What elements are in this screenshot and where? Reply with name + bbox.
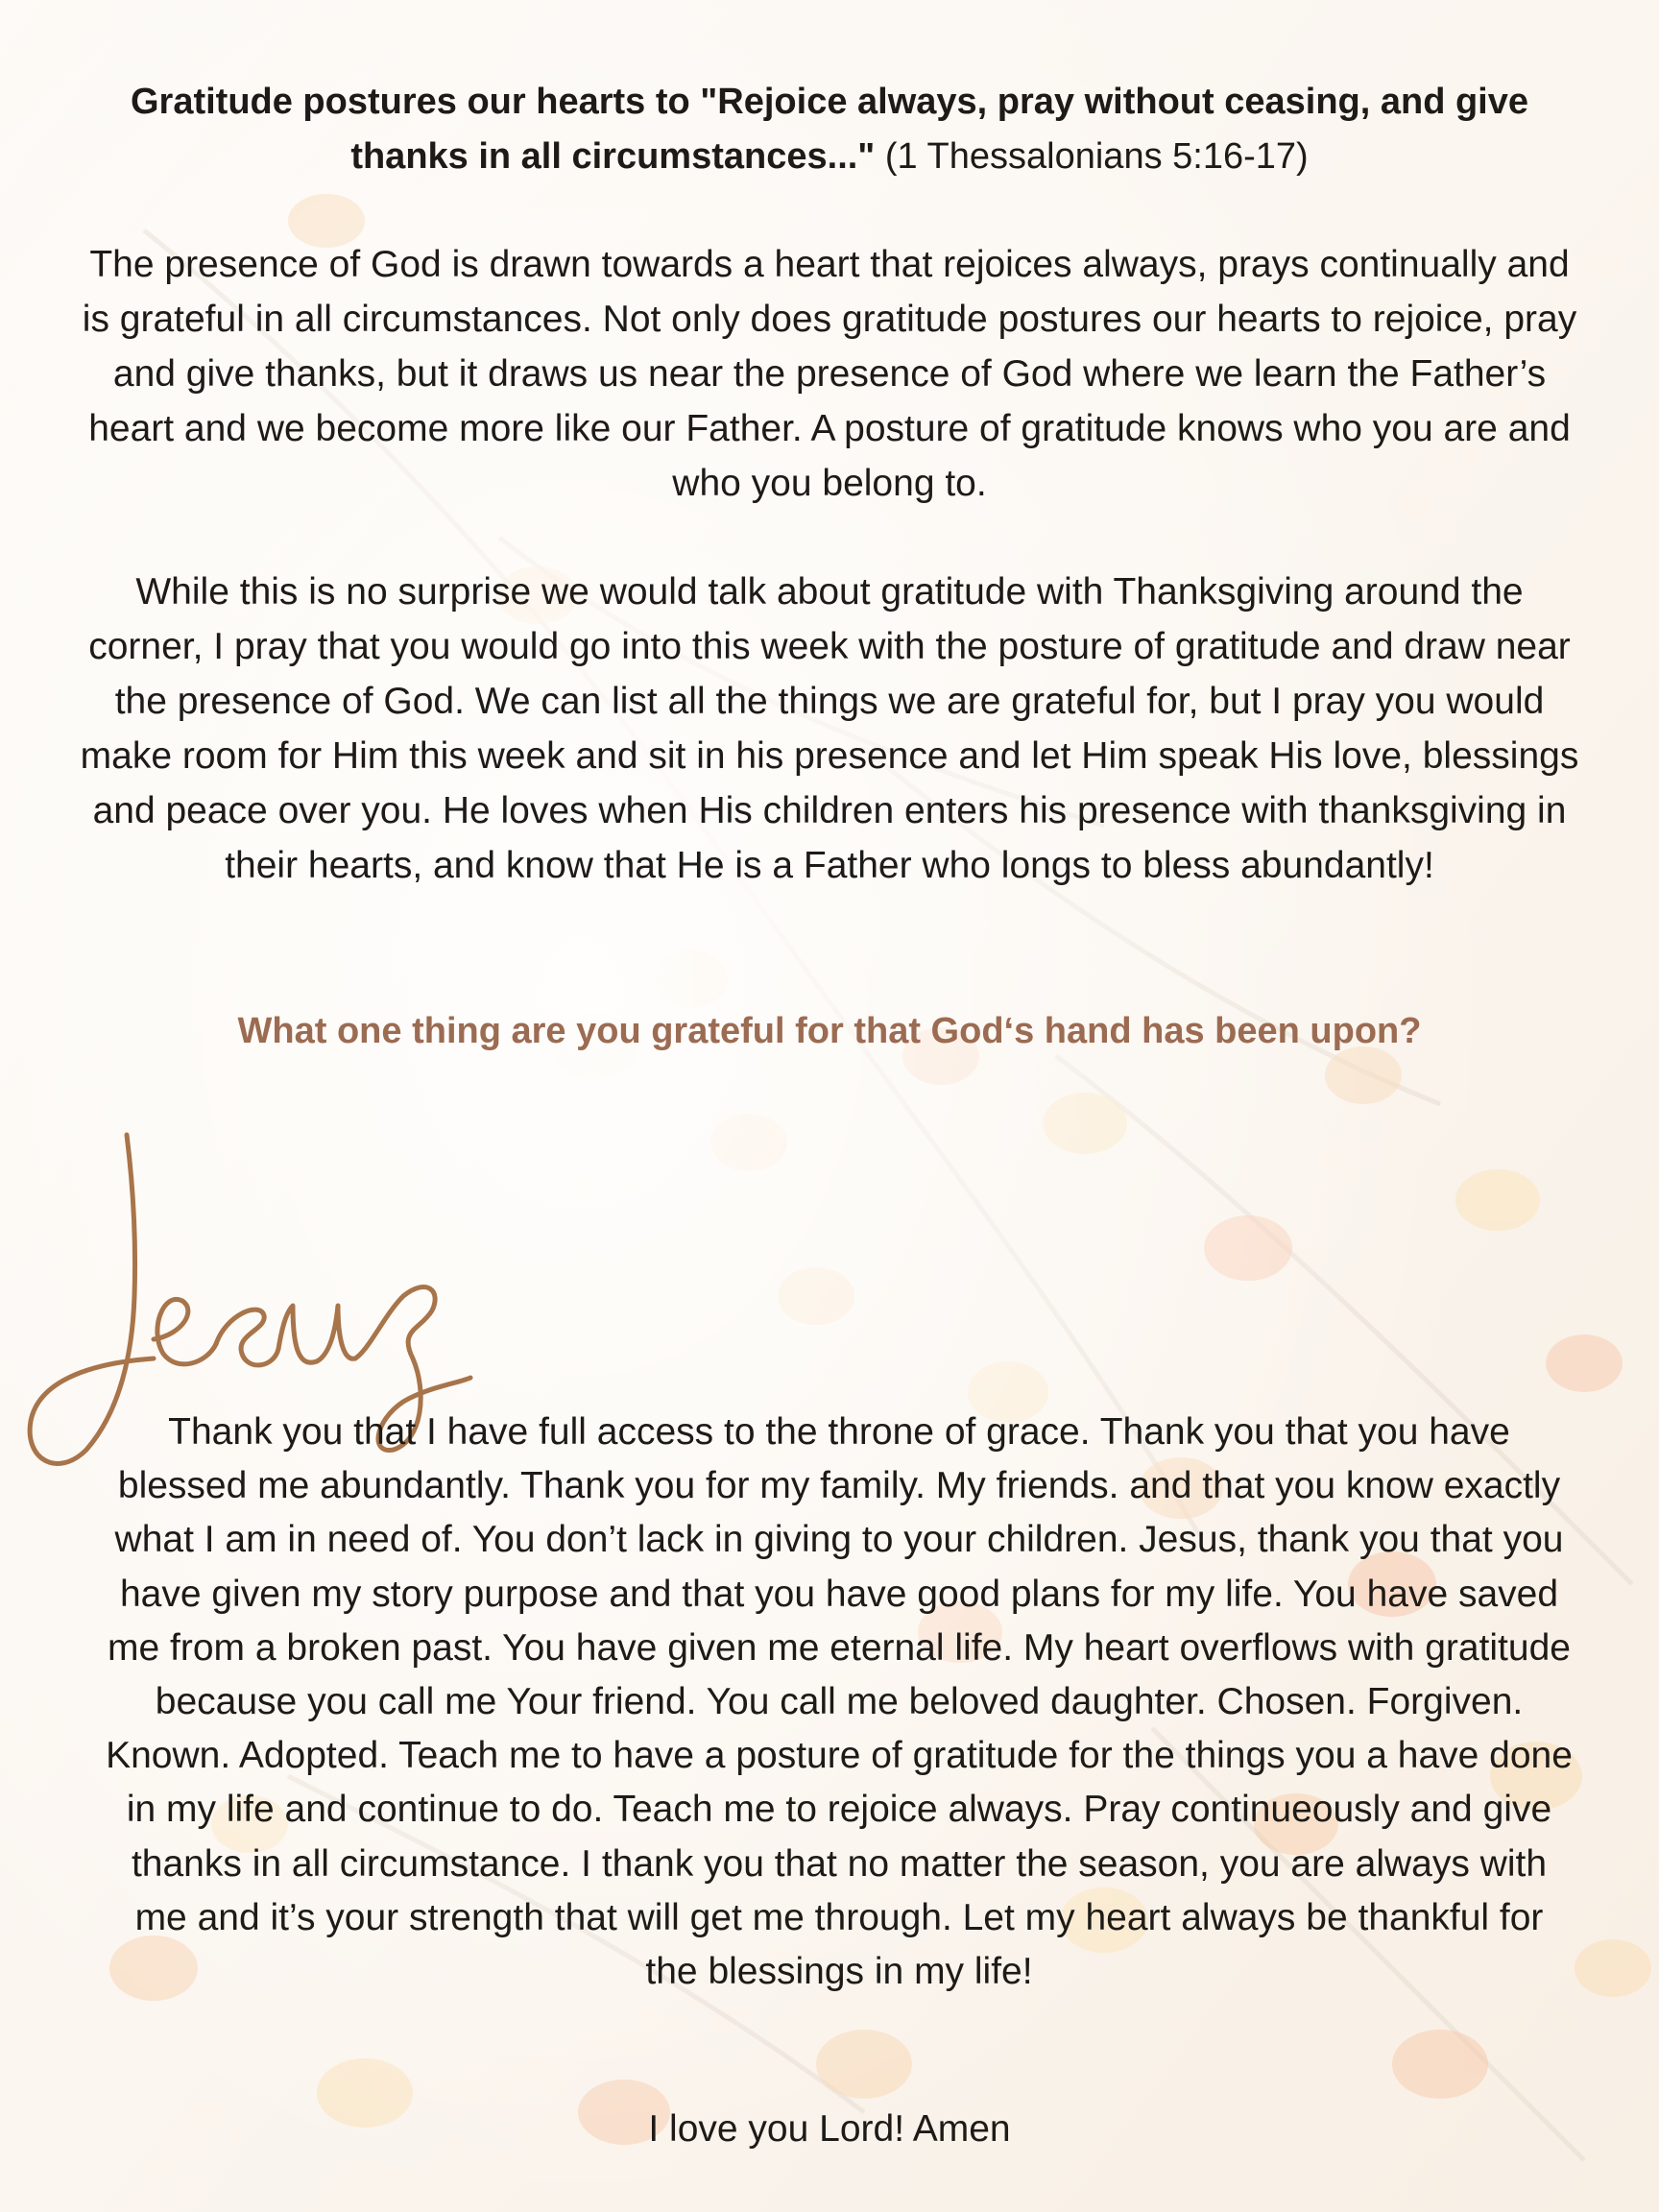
body-paragraph-1: The presence of God is drawn towards a heart that rejoices always, prays continually and is grateful in all circumstances. Not only does gratitude postures our hearts to rejoice, pray and give thanks, but it draws us near the presence of God where we learn the Father’s heart and we become more like our Father. A posture of gratitude knows who you are and who you belong to. <box>82 244 1577 504</box>
reflection-question: What one thing are you grateful for that God‘s hand has been upon? <box>237 1011 1422 1051</box>
intro-verse <box>77 75 1582 184</box>
prayer-paragraph: Thank you that I have full access to the throne of grace. Thank you that you have blessed me abundantly. Thank you for my family. My friends. and that you know exactly what I am in need of. You don’t lack in giving to your children. Jesus, thank you that you have given my story purpose and that you have good plans for my life. You have saved me from a broken past. You have given me eternal life. My heart overflows with gratitude because you call me Your friend. You call me beloved daughter. Chosen. Forgiven. Known. Adopted. Teach me to have a posture of gratitude for the things you a have done in my life and continue to do. Teach me to rejoice always. Pray continueously and give thanks in all circumstance. I thank you that no matter the season, you are always with me and it’s your strength that will get me through. Let my heart always be thankful for the blessings in my life! <box>106 1411 1573 1993</box>
intro-verse-bold: Gratitude postures our hearts to "Rejoice always, pray without ceasing, and give thanks in all circumstances..." <box>130 82 1529 177</box>
intro-verse-reference: (1 Thessalonians 5:16-17) <box>875 136 1309 177</box>
body-paragraph-2: While this is no surprise we would talk about gratitude with Thanksgiving around the corner, I pray that you would go into this week with the posture of gratitude and draw near the presence of God. We can list all the things we are grateful for, but I pray you would make room for Him this week and sit in his presence and let Him speak His love, blessings and peace over you. He loves when His children enters his presence with thanksgiving in their hearts, and know that He is a Father who longs to bless abundantly! <box>80 571 1579 886</box>
closing-line: I love you Lord! Amen <box>648 2108 1011 2150</box>
